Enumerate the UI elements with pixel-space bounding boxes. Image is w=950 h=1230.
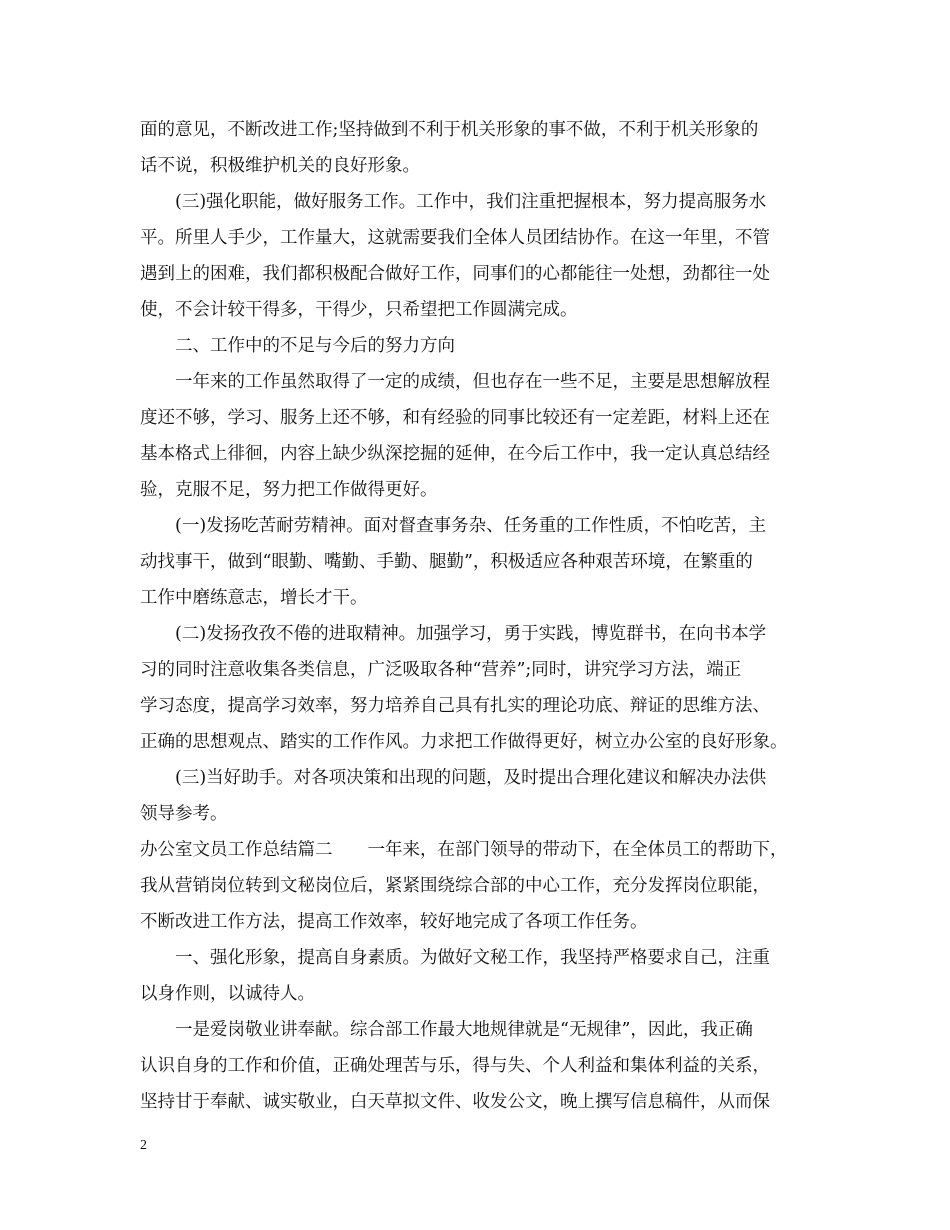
text-line: 我从营销岗位转到文秘岗位后，紧紧围绕综合部的中心工作，充分发挥岗位职能， [140,876,770,896]
text-line: 正确的思想观点、踏实的工作作风。力求把工作做得更好，树立办公室的良好形象。 [140,732,788,752]
text-line: 不断改进工作方法，提高工作效率，较好地完成了各项工作任务。 [140,912,648,932]
text-line: 认识自身的工作和价值，正确处理苦与乐，得与失、个人利益和集体利益的关系， [140,1056,770,1076]
text-line: 领导参考。 [140,804,228,824]
text-line: 话不说，积极维护机关的良好形象。 [140,156,420,176]
text-line: 验，克服不足，努力把工作做得更好。 [140,480,438,500]
text-line: 以身作则，以诚待人。 [140,984,315,1004]
text-line: (三)强化职能，做好服务工作。工作中，我们注重把握根本，努力提高服务水 [175,192,767,212]
text-line: (一)发扬吃苦耐劳精神。面对督查事务杂、任务重的工作性质，不怕吃苦，主 [175,516,767,536]
text-line: 基本格式上徘徊，内容上缺少纵深挖掘的延伸，在今后工作中，我一定认真总结经 [140,444,770,464]
text-line: 学习态度，提高学习效率，努力培养自己具有扎实的理论功底、辩证的思维方法、 [140,696,770,716]
document-body [140,112,830,1120]
text-line: (三)当好助手。对各项决策和出现的问题，及时提出合理化建议和解决办法供 [175,768,767,788]
text-line: 一是爱岗敬业讲奉献。综合部工作最大地规律就是“无规律”，因此，我正确 [175,1020,753,1040]
text-line: 工作中磨练意志，增长才干。 [140,588,368,608]
text-line: 一、强化形象，提高自身素质。为做好文秘工作，我坚持严格要求自己，注重 [175,948,770,968]
text-line: (二)发扬孜孜不倦的进取精神。加强学习，勇于实践，博览群书，在向书本学 [175,624,767,644]
text-line: 平。所里人手少，工作量大，这就需要我们全体人员团结协作。在这一年里，不管 [140,228,770,248]
text-line: 使，不会计较干得多，干得少，只希望把工作圆满完成。 [140,300,578,320]
text-line: 习的同时注意收集各类信息，广泛吸取各种“营养”;同时，讲究学习方法，端正 [140,660,742,680]
text-line: 度还不够，学习、服务上还不够，和有经验的同事比较还有一定差距，材料上还在 [140,408,770,428]
text-line: 坚持甘于奉献、诚实敬业，白天草拟文件、收发公文，晚上撰写信息稿件，从而保 [140,1092,770,1112]
text-line: 动找事干，做到“眼勤、嘴勤、手勤、腿勤”，积极适应各种艰苦环境，在繁重的 [140,552,753,572]
text-line: 办公室文员工作总结篇二 一年来，在部门领导的带动下，在全体员工的帮助下， [140,840,788,860]
text-line: 遇到上的困难，我们都积极配合做好工作，同事们的心都能往一处想，劲都往一处 [140,264,770,284]
text-line: 二、工作中的不足与今后的努力方向 [175,336,455,356]
text-line: 一年来的工作虽然取得了一定的成绩，但也存在一些不足，主要是思想解放程 [175,372,770,392]
text-line: 面的意见，不断改进工作;坚持做到不利于机关形象的事不做，不利于机关形象的 [140,120,759,140]
page-number: 2 [140,1138,147,1153]
